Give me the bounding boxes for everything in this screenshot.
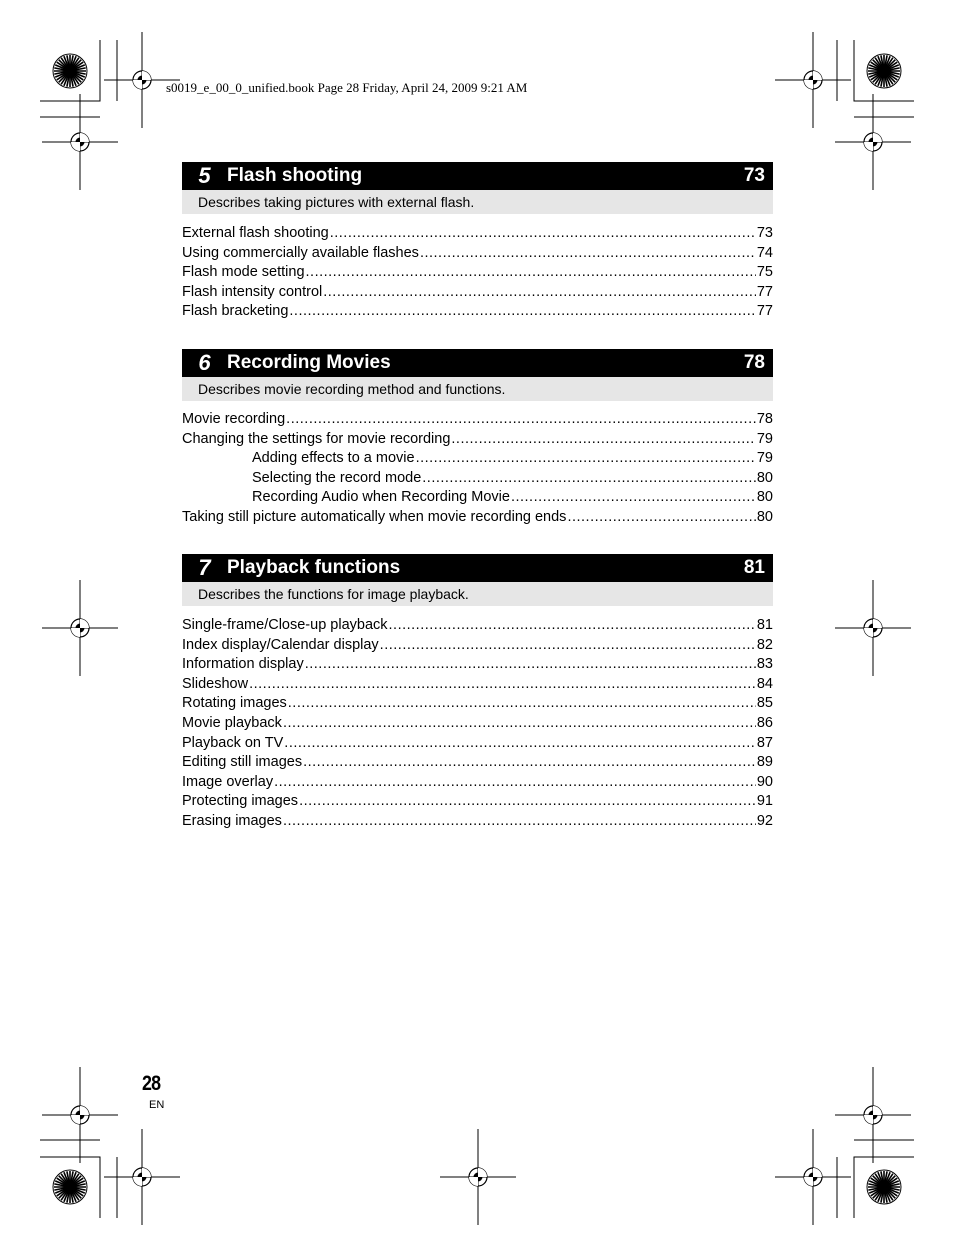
- dot-leader: [380, 636, 756, 656]
- toc-entry-page: 80: [756, 489, 773, 506]
- section-title: Recording Movies: [227, 352, 391, 373]
- toc-entry[interactable]: [182, 734, 773, 754]
- toc-entry-label: Changing the settings for movie recording: [182, 430, 451, 447]
- toc-entry-page: 87: [756, 734, 773, 751]
- toc-entry[interactable]: [182, 694, 773, 714]
- toc-entry-label: Adding effects to a movie: [252, 450, 415, 467]
- section-playback-functions: [182, 554, 773, 606]
- toc-entry-page: 80: [756, 469, 773, 486]
- section-page: 81: [743, 557, 765, 578]
- dot-leader: [274, 773, 756, 793]
- toc-entry-label: Erasing images: [182, 812, 282, 829]
- dot-leader: [288, 694, 756, 714]
- section-page: 78: [743, 352, 765, 373]
- section-description: Describes taking pictures with external flash.: [182, 190, 773, 214]
- toc-entry-label: Flash intensity control: [182, 283, 323, 300]
- toc-entry[interactable]: [182, 636, 773, 656]
- toc-entry[interactable]: [182, 430, 773, 450]
- section-recording-movies: [182, 349, 773, 401]
- toc-entry-page: 75: [756, 264, 773, 281]
- toc-entry[interactable]: [182, 812, 773, 832]
- toc-entry[interactable]: [182, 410, 773, 430]
- toc-entry[interactable]: [182, 283, 773, 303]
- toc-list-movies: [182, 410, 773, 528]
- dot-leader: [389, 616, 756, 636]
- toc-entry-label: Image overlay: [182, 773, 274, 790]
- toc-entry-page: 92: [756, 812, 773, 829]
- toc-entry[interactable]: [182, 244, 773, 264]
- dot-leader: [283, 812, 756, 832]
- toc-entry-label: External flash shooting: [182, 225, 329, 241]
- section-header-bar: [182, 554, 773, 582]
- toc-entry-page: 86: [756, 714, 773, 731]
- page-number: 28: [142, 1072, 161, 1095]
- dot-leader: [283, 714, 756, 734]
- dot-leader: [306, 263, 756, 283]
- toc-entry-label: Taking still picture automatically when movie recording ends: [182, 508, 567, 525]
- dot-leader: [330, 224, 756, 244]
- section-description: Describes the functions for image playback.: [182, 582, 773, 606]
- toc-entry-page: 91: [756, 793, 773, 810]
- toc-subentry[interactable]: [182, 488, 773, 508]
- language-code: EN: [149, 1099, 165, 1111]
- toc-entry[interactable]: [182, 224, 773, 244]
- book-info-header: s0019_e_00_0_unified.book Page 28 Friday, April 24, 2009 9:21 AM: [166, 80, 528, 95]
- toc-entry-page: 89: [756, 754, 773, 771]
- dot-leader: [299, 792, 756, 812]
- dot-leader: [284, 734, 756, 754]
- dot-leader: [416, 449, 756, 469]
- toc-entry-page: 73: [756, 225, 773, 241]
- toc-entry-page: 83: [756, 656, 773, 673]
- toc-entry-label: Information display: [182, 656, 304, 673]
- toc-list-playback: [182, 616, 773, 832]
- dot-leader: [289, 302, 755, 322]
- toc-entry[interactable]: [182, 675, 773, 695]
- dot-leader: [567, 508, 755, 528]
- section-flash-shooting: [182, 162, 773, 214]
- section-description: Describes movie recording method and functions.: [182, 377, 773, 401]
- toc-entry-page: 82: [756, 636, 773, 653]
- section-number: 7: [198, 555, 211, 580]
- toc-entry-page: 79: [756, 430, 773, 447]
- toc-entry-page: 81: [756, 617, 773, 633]
- toc-entry-page: 90: [756, 773, 773, 790]
- dot-leader: [511, 488, 756, 508]
- dot-leader: [286, 410, 756, 430]
- toc-entry[interactable]: [182, 616, 773, 636]
- toc-entry[interactable]: [182, 753, 773, 773]
- toc-entry-page: 74: [756, 244, 773, 261]
- toc-subentry[interactable]: [182, 449, 773, 469]
- toc-entry-page: 79: [756, 450, 773, 467]
- toc-entry-label: Recording Audio when Recording Movie: [252, 489, 510, 506]
- toc-entry[interactable]: [182, 655, 773, 675]
- section-header-bar: [182, 349, 773, 377]
- dot-leader: [305, 655, 756, 675]
- toc-entry-label: Editing still images: [182, 754, 303, 771]
- toc-entry-page: 80: [756, 508, 773, 525]
- dot-leader: [249, 675, 756, 695]
- toc-entry-label: Selecting the record mode: [252, 469, 422, 486]
- toc-list-flash: [182, 224, 773, 322]
- section-title: Flash shooting: [227, 165, 363, 186]
- toc-entry-label: Single-frame/Close-up playback: [182, 617, 388, 633]
- section-page: 73: [743, 165, 765, 186]
- toc-entry[interactable]: [182, 508, 773, 528]
- toc-entry-page: 77: [756, 283, 773, 300]
- dot-leader: [422, 469, 756, 489]
- toc-entry-label: Protecting images: [182, 793, 299, 810]
- toc-entry[interactable]: [182, 714, 773, 734]
- section-title: Playback functions: [227, 557, 401, 578]
- toc-entry-page: 84: [756, 675, 773, 692]
- toc-entry-page: 85: [756, 695, 773, 712]
- toc-entry-label: Flash bracketing: [182, 303, 289, 320]
- toc-entry-label: Slideshow: [182, 675, 249, 692]
- dot-leader: [323, 283, 756, 303]
- section-number: 6: [198, 350, 211, 375]
- section-header-bar: [182, 162, 773, 190]
- toc-entry-label: Playback on TV: [182, 734, 284, 751]
- toc-entry-label: Index display/Calendar display: [182, 636, 379, 653]
- dot-leader: [451, 430, 755, 450]
- toc-entry-label: Rotating images: [182, 695, 287, 712]
- toc-subentry[interactable]: [182, 469, 773, 489]
- section-number: 5: [198, 163, 211, 188]
- toc-entry-page: 78: [756, 411, 773, 427]
- toc-entry[interactable]: [182, 792, 773, 812]
- dot-leader: [420, 244, 756, 264]
- toc-entry[interactable]: [182, 302, 773, 322]
- toc-entry-label: Movie playback: [182, 714, 282, 731]
- toc-entry-page: 77: [756, 303, 773, 320]
- toc-entry-label: Flash mode setting: [182, 264, 305, 281]
- toc-entry[interactable]: [182, 263, 773, 283]
- dot-leader: [303, 753, 756, 773]
- toc-entry-label: Movie recording: [182, 411, 286, 427]
- toc-entry[interactable]: [182, 773, 773, 793]
- toc-entry-label: Using commercially available flashes: [182, 244, 419, 261]
